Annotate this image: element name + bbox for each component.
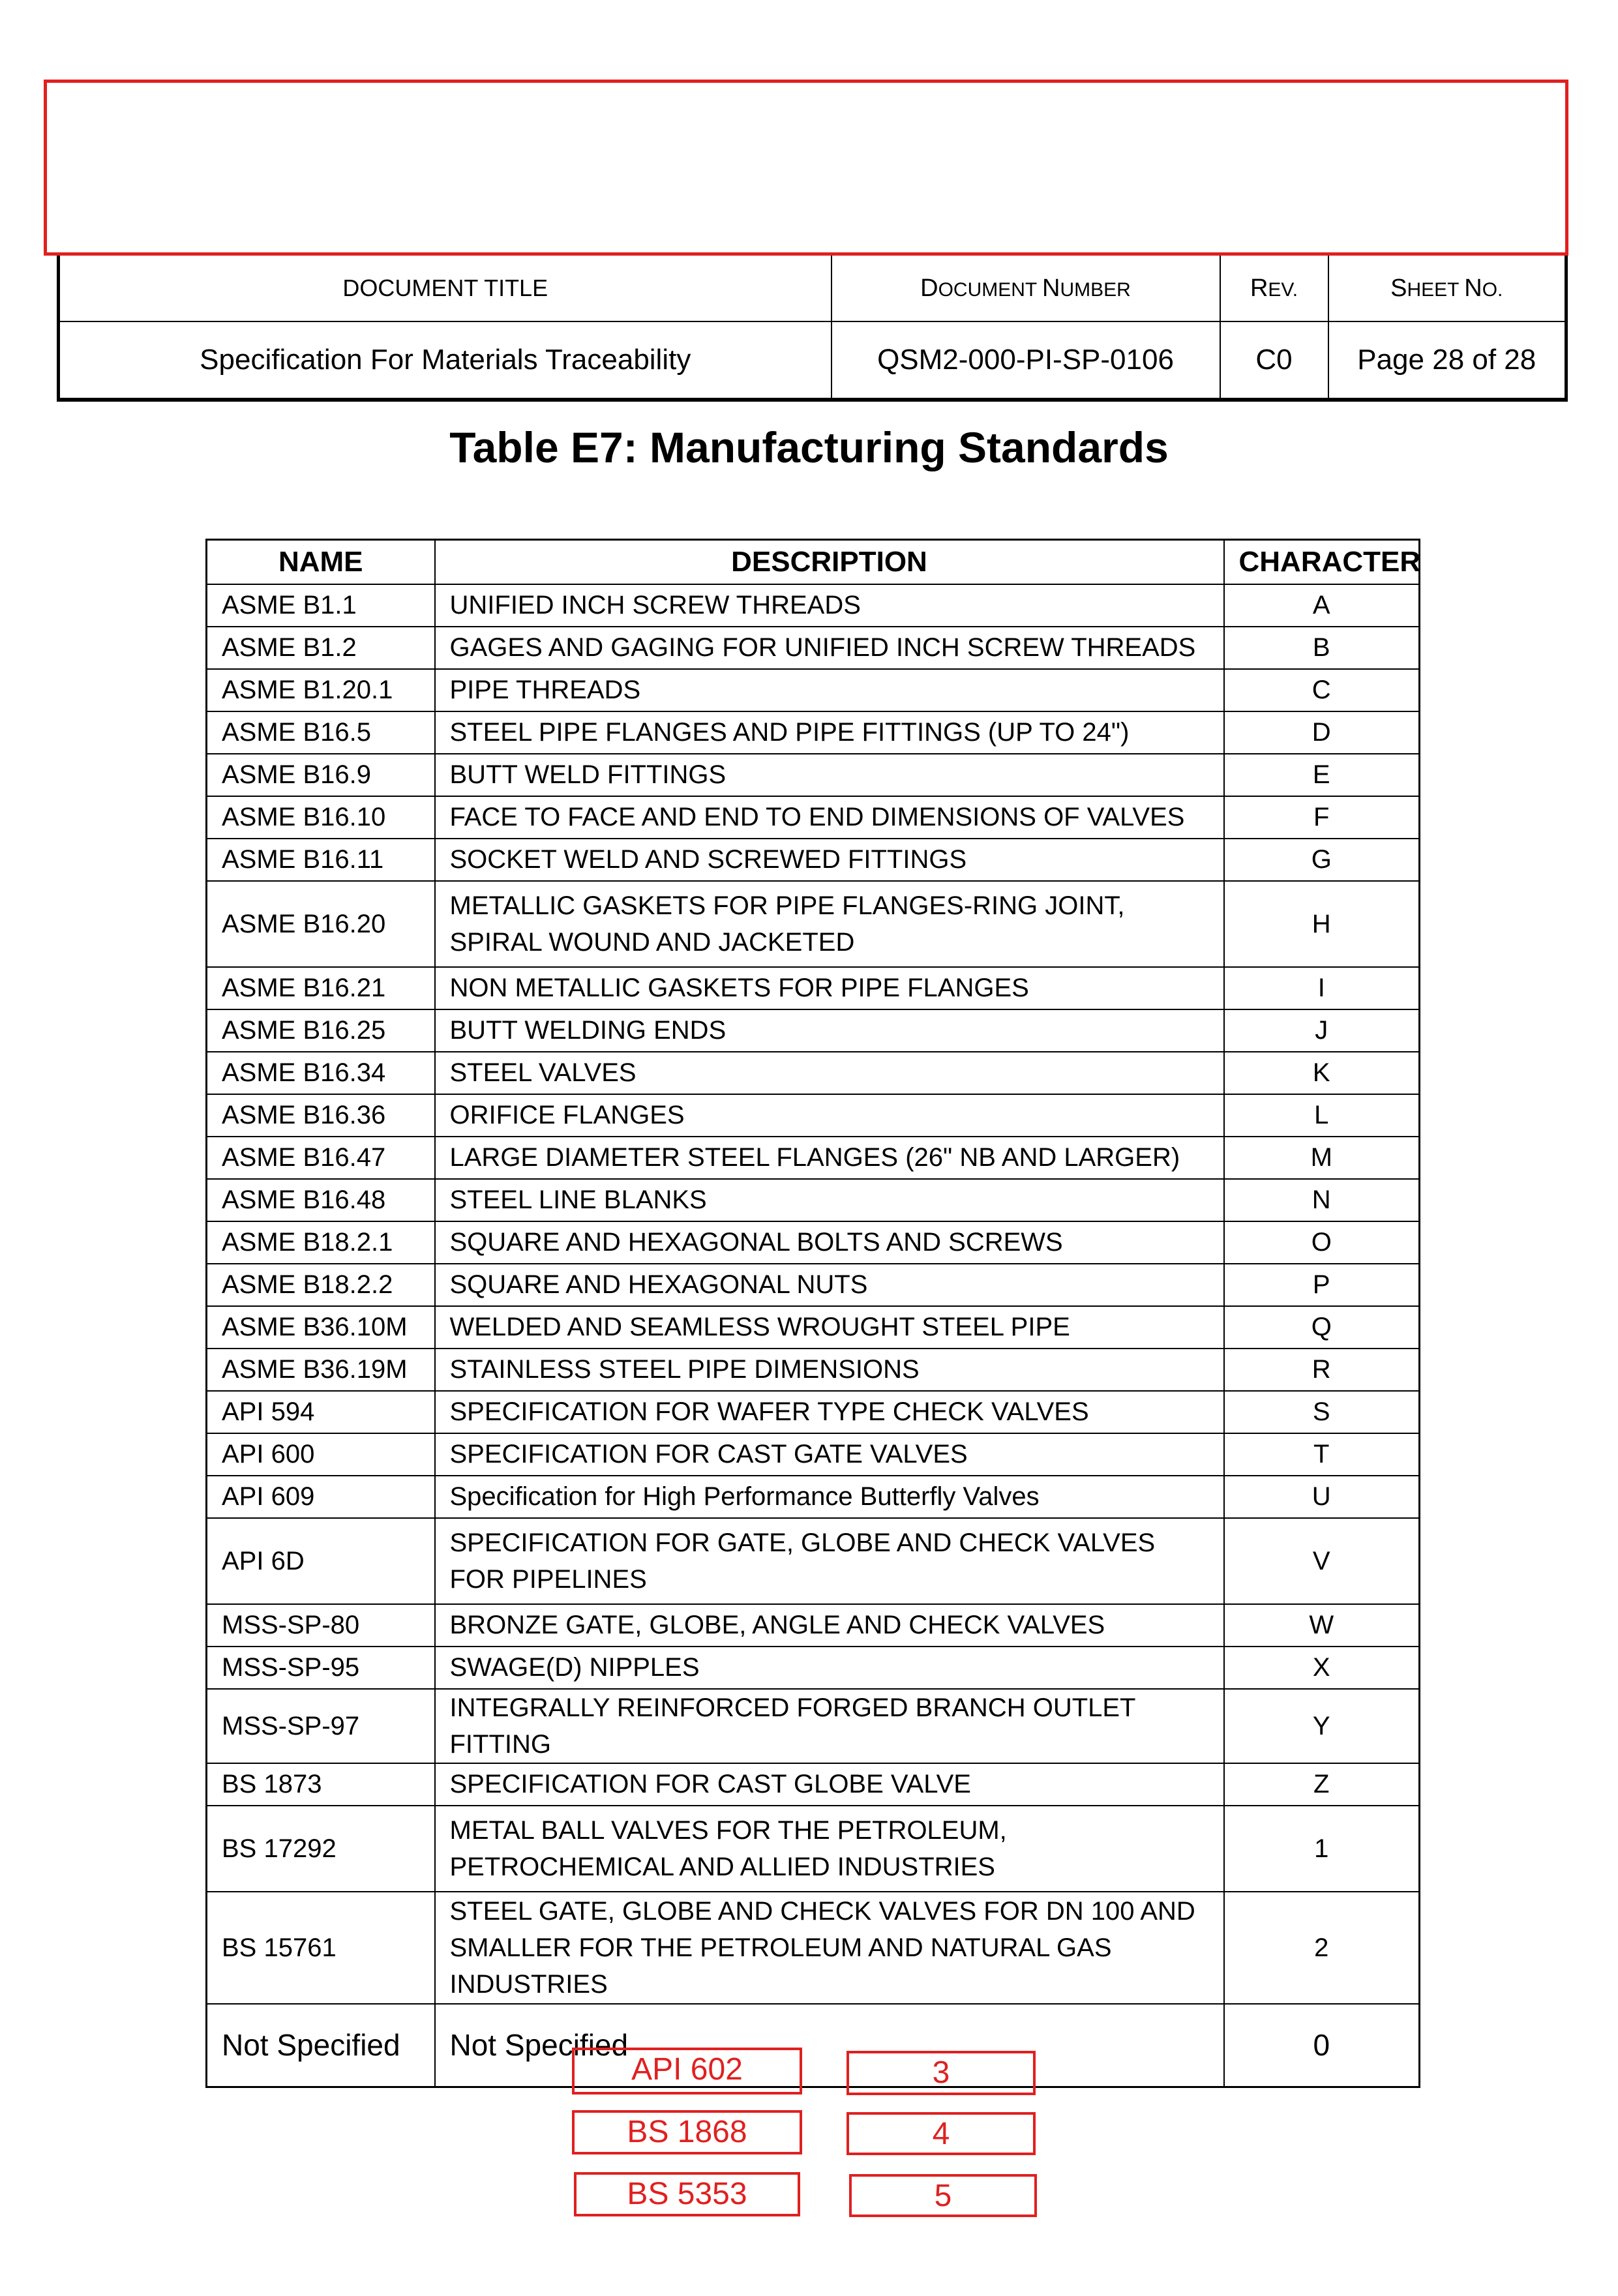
name-column-header: NAME xyxy=(207,540,435,584)
rev-value: C0 xyxy=(1220,321,1328,400)
character-cell: A xyxy=(1224,584,1420,627)
annotation-name-api-602: API 602 xyxy=(572,2048,802,2095)
character-cell: B xyxy=(1224,627,1420,669)
table-row xyxy=(207,669,1420,711)
table-row xyxy=(207,1892,1420,2004)
description-cell: METAL BALL VALVES FOR THE PETROLEUM, PETROCHEMICAL AND ALLIED INDUSTRIES xyxy=(435,1806,1224,1892)
character-cell: D xyxy=(1224,711,1420,754)
description-cell: STEEL VALVES xyxy=(435,1052,1224,1094)
standard-name-cell: ASME B16.25 xyxy=(207,1009,435,1052)
character-cell: S xyxy=(1224,1391,1420,1433)
character-cell: 0 xyxy=(1224,2004,1420,2087)
character-cell: K xyxy=(1224,1052,1420,1094)
description-cell: FACE TO FACE AND END TO END DIMENSIONS OF VALVES xyxy=(435,796,1224,839)
standard-name-cell: MSS-SP-80 xyxy=(207,1604,435,1647)
description-cell: SPECIFICATION FOR WAFER TYPE CHECK VALVES xyxy=(435,1391,1224,1433)
character-cell: M xyxy=(1224,1137,1420,1179)
standard-name-cell: ASME B18.2.2 xyxy=(207,1264,435,1306)
table-row xyxy=(207,1647,1420,1689)
sheet-no-label: SHEET NO. xyxy=(1328,256,1566,321)
table-row xyxy=(207,1763,1420,1806)
description-cell: LARGE DIAMETER STEEL FLANGES (26" NB AND LARGER) xyxy=(435,1137,1224,1179)
sheet-no-value: Page 28 of 28 xyxy=(1328,321,1566,400)
doc-title-label: DOCUMENT TITLE xyxy=(59,256,831,321)
description-cell: Specification for High Performance Butterfly Valves xyxy=(435,1476,1224,1518)
description-cell: BRONZE GATE, GLOBE, ANGLE AND CHECK VALVES xyxy=(435,1604,1224,1647)
description-cell: STAINLESS STEEL PIPE DIMENSIONS xyxy=(435,1349,1224,1391)
doc-title-value: Specification For Materials Traceability xyxy=(59,321,831,400)
standard-name-cell: ASME B16.20 xyxy=(207,881,435,967)
character-cell: J xyxy=(1224,1009,1420,1052)
table-row xyxy=(207,1264,1420,1306)
standard-name-cell: ASME B36.19M xyxy=(207,1349,435,1391)
character-cell: R xyxy=(1224,1349,1420,1391)
description-cell: WELDED AND SEAMLESS WROUGHT STEEL PIPE xyxy=(435,1306,1224,1349)
doc-number-label: DOCUMENT NUMBER xyxy=(831,256,1220,321)
character-cell: N xyxy=(1224,1179,1420,1221)
table-row xyxy=(207,796,1420,839)
description-cell: SPECIFICATION FOR CAST GATE VALVES xyxy=(435,1433,1224,1476)
standard-name-cell: ASME B1.1 xyxy=(207,584,435,627)
description-column-header: DESCRIPTION xyxy=(435,540,1224,584)
standard-name-cell: API 600 xyxy=(207,1433,435,1476)
standard-name-cell: API 609 xyxy=(207,1476,435,1518)
table-row xyxy=(207,1476,1420,1518)
character-cell: P xyxy=(1224,1264,1420,1306)
standard-name-cell: Not Specified xyxy=(207,2004,435,2087)
standard-name-cell: ASME B1.20.1 xyxy=(207,669,435,711)
table-row xyxy=(207,1094,1420,1137)
table-row xyxy=(207,2004,1420,2087)
table-row xyxy=(207,754,1420,796)
character-cell: L xyxy=(1224,1094,1420,1137)
annotation-name-bs-1868: BS 1868 xyxy=(572,2110,802,2154)
table-header-row xyxy=(207,540,1420,584)
character-cell: W xyxy=(1224,1604,1420,1647)
standard-name-cell: ASME B18.2.1 xyxy=(207,1221,435,1264)
description-cell: INTEGRALLY REINFORCED FORGED BRANCH OUTLET FITTING xyxy=(435,1689,1224,1763)
character-cell: 2 xyxy=(1224,1892,1420,2004)
description-cell: METALLIC GASKETS FOR PIPE FLANGES-RING JOINT, SPIRAL WOUND AND JACKETED xyxy=(435,881,1224,967)
manufacturing-standards-table xyxy=(205,539,1420,2088)
character-cell: Z xyxy=(1224,1763,1420,1806)
character-cell: Q xyxy=(1224,1306,1420,1349)
annotation-char-3: 3 xyxy=(846,2051,1036,2095)
table-row xyxy=(207,1806,1420,1892)
table-row xyxy=(207,1306,1420,1349)
character-cell: 1 xyxy=(1224,1806,1420,1892)
table-row xyxy=(207,1391,1420,1433)
standard-name-cell: MSS-SP-97 xyxy=(207,1689,435,1763)
standard-name-cell: ASME B16.9 xyxy=(207,754,435,796)
standard-name-cell: API 594 xyxy=(207,1391,435,1433)
redacted-header-box xyxy=(44,80,1568,256)
description-cell: SOCKET WELD AND SCREWED FITTINGS xyxy=(435,839,1224,881)
table-row xyxy=(207,711,1420,754)
description-cell: STEEL GATE, GLOBE AND CHECK VALVES FOR DN 100 AND SMALLER FOR THE PETROLEUM AND NATURAL GAS INDUSTRIES xyxy=(435,1892,1224,2004)
rev-label: REV. xyxy=(1220,256,1328,321)
character-cell: C xyxy=(1224,669,1420,711)
character-cell: T xyxy=(1224,1433,1420,1476)
description-cell: UNIFIED INCH SCREW THREADS xyxy=(435,584,1224,627)
standard-name-cell: ASME B16.36 xyxy=(207,1094,435,1137)
character-cell: O xyxy=(1224,1221,1420,1264)
description-cell: STEEL LINE BLANKS xyxy=(435,1179,1224,1221)
description-cell: BUTT WELDING ENDS xyxy=(435,1009,1224,1052)
standard-name-cell: BS 17292 xyxy=(207,1806,435,1892)
character-cell: G xyxy=(1224,839,1420,881)
description-cell: GAGES AND GAGING FOR UNIFIED INCH SCREW THREADS xyxy=(435,627,1224,669)
doc-number-value: QSM2-000-PI-SP-0106 xyxy=(831,321,1220,400)
character-cell: H xyxy=(1224,881,1420,967)
standard-name-cell: ASME B16.34 xyxy=(207,1052,435,1094)
table-row xyxy=(207,584,1420,627)
table-row xyxy=(207,839,1420,881)
character-cell: U xyxy=(1224,1476,1420,1518)
character-cell: Y xyxy=(1224,1689,1420,1763)
annotation-name-bs-5353: BS 5353 xyxy=(574,2172,800,2216)
character-cell: F xyxy=(1224,796,1420,839)
annotation-char-5: 5 xyxy=(849,2174,1037,2217)
table-row xyxy=(207,1689,1420,1763)
description-cell: STEEL PIPE FLANGES AND PIPE FITTINGS (UP TO 24") xyxy=(435,711,1224,754)
table-row xyxy=(207,881,1420,967)
description-cell: SQUARE AND HEXAGONAL NUTS xyxy=(435,1264,1224,1306)
description-cell: NON METALLIC GASKETS FOR PIPE FLANGES xyxy=(435,967,1224,1009)
character-column-header: CHARACTER xyxy=(1224,540,1420,584)
document-header-table xyxy=(57,256,1568,402)
table-row xyxy=(207,627,1420,669)
description-cell: SPECIFICATION FOR CAST GLOBE VALVE xyxy=(435,1763,1224,1806)
description-cell: ORIFICE FLANGES xyxy=(435,1094,1224,1137)
standard-name-cell: ASME B16.47 xyxy=(207,1137,435,1179)
standard-name-cell: BS 15761 xyxy=(207,1892,435,2004)
table-row xyxy=(207,967,1420,1009)
table-row xyxy=(207,1137,1420,1179)
table-row xyxy=(207,1052,1420,1094)
table-row xyxy=(207,1604,1420,1647)
standard-name-cell: API 6D xyxy=(207,1518,435,1604)
description-cell: BUTT WELD FITTINGS xyxy=(435,754,1224,796)
standard-name-cell: ASME B16.5 xyxy=(207,711,435,754)
standard-name-cell: ASME B16.11 xyxy=(207,839,435,881)
description-cell: SPECIFICATION FOR GATE, GLOBE AND CHECK VALVES FOR PIPELINES xyxy=(435,1518,1224,1604)
table-row xyxy=(207,1179,1420,1221)
standard-name-cell: ASME B36.10M xyxy=(207,1306,435,1349)
table-title: Table E7: Manufacturing Standards xyxy=(449,423,1169,471)
standard-name-cell: ASME B1.2 xyxy=(207,627,435,669)
character-cell: E xyxy=(1224,754,1420,796)
standard-name-cell: ASME B16.48 xyxy=(207,1179,435,1221)
table-row xyxy=(207,1349,1420,1391)
standard-name-cell: ASME B16.21 xyxy=(207,967,435,1009)
character-cell: I xyxy=(1224,967,1420,1009)
standard-name-cell: BS 1873 xyxy=(207,1763,435,1806)
table-row xyxy=(207,1221,1420,1264)
table-row xyxy=(207,1518,1420,1604)
description-cell: PIPE THREADS xyxy=(435,669,1224,711)
description-cell: SQUARE AND HEXAGONAL BOLTS AND SCREWS xyxy=(435,1221,1224,1264)
character-cell: X xyxy=(1224,1647,1420,1689)
annotation-char-4: 4 xyxy=(846,2112,1036,2155)
description-cell: Not Specified xyxy=(435,2004,1224,2087)
description-cell: SWAGE(D) NIPPLES xyxy=(435,1647,1224,1689)
standard-name-cell: MSS-SP-95 xyxy=(207,1647,435,1689)
standard-name-cell: ASME B16.10 xyxy=(207,796,435,839)
table-row xyxy=(207,1009,1420,1052)
table-row xyxy=(207,1433,1420,1476)
character-cell: V xyxy=(1224,1518,1420,1604)
